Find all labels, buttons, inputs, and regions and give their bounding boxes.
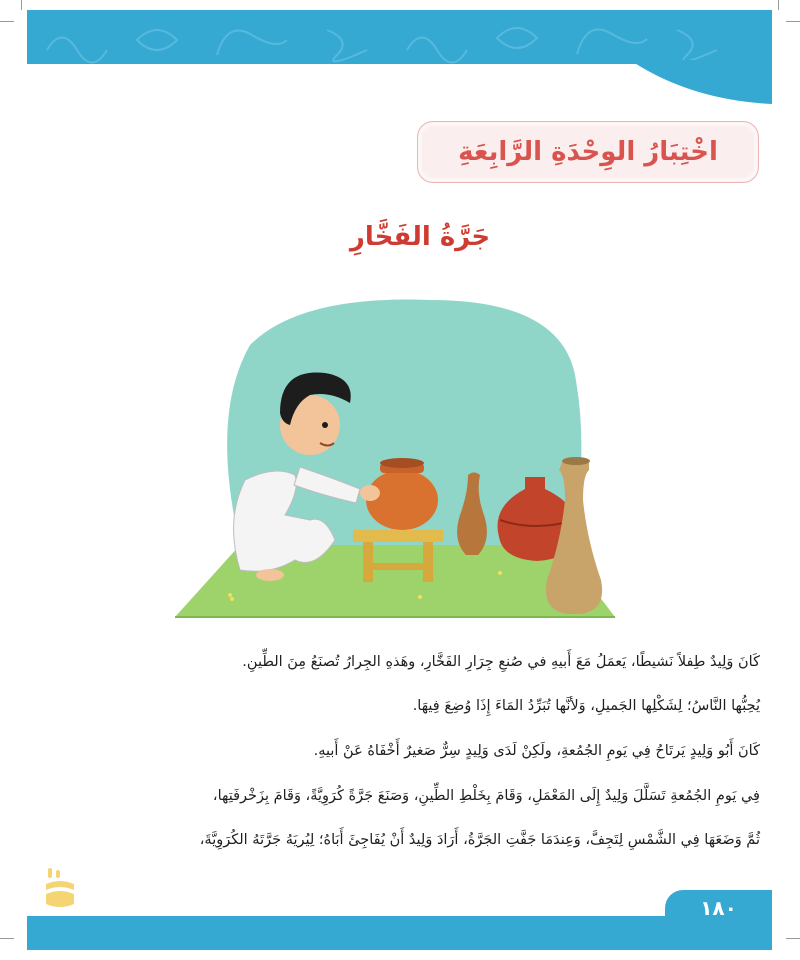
publisher-logo-icon	[42, 866, 78, 910]
crop-mark	[786, 21, 800, 22]
footer-band	[27, 916, 772, 950]
story-paragraph-4: فِي يَومِ الجُمُعةِ تَسَلَّلَ وَلِيدٌ إِلَى المَعْمَلِ، وَقَامَ بِخَلْطِ الطِّينِ، وَصَنَعَ جَرَّةً كُرَوِيَّةً، وَقَامَ بِزَخْرفَتِها،	[212, 788, 760, 804]
crop-mark	[0, 938, 14, 939]
crop-mark	[786, 938, 800, 939]
page-number: ١٨٠	[700, 896, 737, 920]
story-paragraph-1: كَانَ وَلِيدٌ طِفلاً نَشيطًا، يَعمَلُ مَعَ أَبيهِ في صُنعِ جِرَارِ الفَخَّارِ، وهَذهِ الجِرارُ تُصنَعُ مِنَ الطِّينِ.	[242, 654, 760, 670]
crop-mark	[778, 0, 779, 10]
unit-title-box	[417, 121, 759, 183]
header-curve	[630, 60, 772, 104]
crop-mark	[21, 0, 22, 10]
story-title: جَرَّةُ الفَخَّارِ	[349, 222, 491, 252]
crop-mark	[0, 21, 14, 22]
story-paragraph-2: يُحِبُّها النَّاسُ؛ لِشَكْلِها الجَميلِ، وَلأنَّها تُبَرِّدُ المَاءَ إِذَا وُضِعَ فِيهَا.	[412, 698, 760, 714]
band-pattern	[27, 10, 772, 64]
story-paragraph-3: كَانَ أَبُو وَلِيدٍ يَرتَاحُ فِي يَومِ الجُمُعةِ، ولَكِنْ لَدَى وَلِيدٍ سِرٌّ صَغيرٌ أَخْفَاهُ عَنْ أَبيهِ.	[313, 743, 760, 759]
unit-title: اخْتِبَارُ الوِحْدَةِ الرَّابِعَةِ	[458, 137, 718, 167]
story-paragraph-5: ثُمَّ وَضَعَهَا فِي الشَّمْسِ لِتَجِفَّ، وَعِندَمَا جَفَّتِ الجَرَّةُ، أَرَادَ وَلِيدٌ أَنْ يُفَاجِئَ أَبَاهُ؛ لِيُريَهُ جَرَّتَهُ الكُرَوِيَّةَ،	[199, 832, 760, 848]
pottery-boy-illustration	[170, 295, 620, 625]
header-band	[27, 10, 772, 64]
